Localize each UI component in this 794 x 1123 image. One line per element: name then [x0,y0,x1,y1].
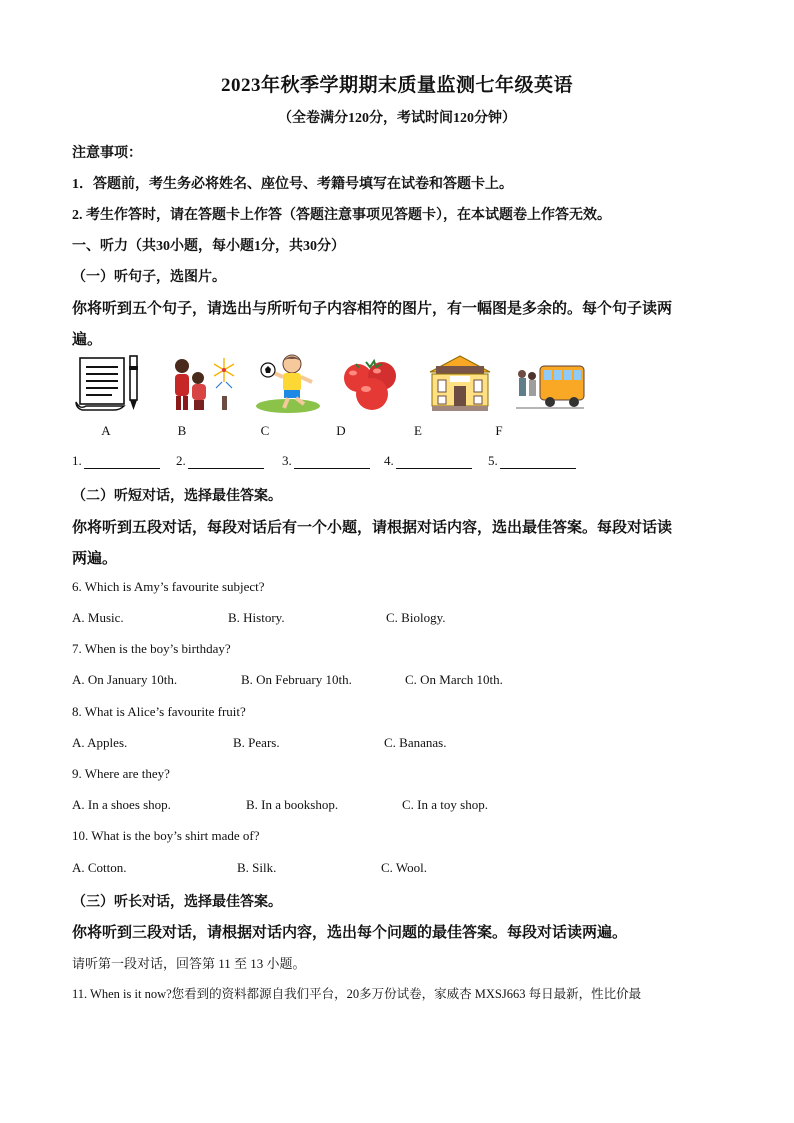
section2-instruction-line1: 你将听到五段对话，每段对话后有一个小题，请根据对话内容，选出最佳答案。每段对话读 [72,520,673,536]
section1-heading: （一）听句子，选图片。 [72,270,226,285]
part1-heading: 一、听力（共30小题，每小题1分，共30分） [72,239,345,254]
section1-instruction-line2: 遍。 [72,332,103,348]
option-a[interactable]: A. Cotton. [72,860,127,875]
soccer-boy-icon [252,352,324,414]
answer-blank-number: 4. [384,453,394,468]
page-subtitle: （全卷满分120分，考试时间120分钟） [278,111,516,126]
tomatoes-icon [336,352,408,414]
option-a[interactable]: A. On January 10th. [72,672,178,687]
bus-stop-icon [514,352,586,414]
paper-pen-icon [74,352,146,414]
page-title: 2023年秋季学期期末质量监测七年级英语 [220,75,573,96]
answer-blank-number: 1. [72,453,82,468]
answer-blank-number: 3. [282,453,292,468]
option-b[interactable]: B. In a bookshop. [246,797,339,812]
notice-item-1: 1．答题前，考生务必将姓名、座位号、考籍号填写在试卷和答题卡上。 [72,177,513,192]
option-c[interactable]: C. Wool. [381,860,428,875]
section1-instruction-line1: 你将听到五个句子，请选出与所听句子内容相符的图片，有一幅图是多余的。每个句子读两 [72,301,673,317]
fireworks-children-icon [166,352,238,414]
section3-heading: （三）听长对话，选择最佳答案。 [72,895,282,910]
option-b[interactable]: B. Pears. [233,735,280,750]
picture-label-c: C [260,423,270,438]
option-c[interactable]: C. In a toy shop. [402,797,488,812]
answer-blank[interactable] [282,453,370,469]
question-10: 10. What is the boy’s shirt made of? [72,828,260,843]
option-c[interactable]: C. On March 10th. [405,672,503,687]
question-9: 9. Where are they? [72,766,170,781]
option-b[interactable]: B. On February 10th. [241,672,352,687]
picture-label-a: A [101,423,111,438]
section2-instruction-line2: 两遍。 [72,551,118,567]
answer-blank[interactable] [384,453,472,469]
question-8: 8. What is Alice’s favourite fruit? [72,704,246,719]
question-7: 7. When is the boy’s birthday? [72,641,231,656]
answer-blank[interactable] [488,453,576,469]
picture-label-b: B [177,423,187,438]
dialogue-1-instruction: 请听第一段对话，回答第 11 至 13 小题。 [72,956,306,971]
library-building-icon [424,352,496,414]
picture-label-d: D [336,423,346,438]
section3-instruction: 你将听到三段对话，请根据对话内容，选出每个问题的最佳答案。每段对话读两遍。 [72,925,628,941]
answer-blank[interactable] [72,453,160,469]
notice-heading: 注意事项： [72,146,142,161]
answer-blank-number: 5. [488,453,498,468]
notice-item-2: 2. 考生作答时，请在答题卡上作答（答题注意事项见答题卡），在本试题卷上作答无效。 [72,208,611,223]
question-11: 11. When is it now?您看到的资料都源自我们平台，20多万份试卷，家威杏 MXSJ663 每日最新，性比价最 [72,987,642,1001]
picture-label-e: E [414,423,422,438]
picture-label-f: F [495,423,503,438]
answer-blank[interactable] [176,453,264,469]
option-c[interactable]: C. Biology. [386,610,446,625]
option-c[interactable]: C. Bananas. [384,735,447,750]
option-b[interactable]: B. Silk. [237,860,277,875]
question-6: 6. Which is Amy’s favourite subject? [72,579,265,594]
option-a[interactable]: A. Apples. [72,735,128,750]
answer-blank-number: 2. [176,453,186,468]
option-b[interactable]: B. History. [228,610,285,625]
option-a[interactable]: A. In a shoes shop. [72,797,171,812]
section2-heading: （二）听短对话，选择最佳答案。 [72,489,282,504]
option-a[interactable]: A. Music. [72,610,124,625]
